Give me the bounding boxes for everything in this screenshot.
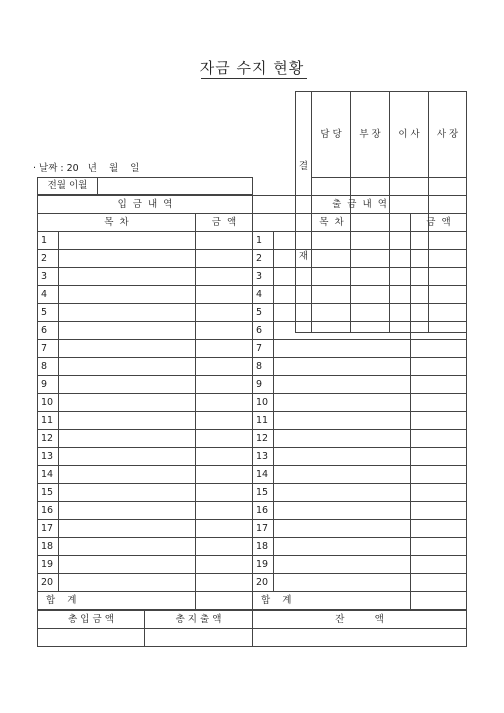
- expense-row-number: 3: [253, 268, 274, 286]
- approval-header-president: 사 장: [429, 92, 467, 178]
- balance-label: 잔 액: [253, 611, 467, 629]
- approval-side-top: 결: [298, 161, 309, 172]
- expense-amount-cell[interactable]: [411, 520, 467, 538]
- ledger-row: [38, 556, 467, 574]
- income-row-number: 18: [38, 538, 59, 556]
- income-row-number: 14: [38, 466, 59, 484]
- expense-row-number: 12: [253, 430, 274, 448]
- expense-amount-cell[interactable]: [411, 286, 467, 304]
- expense-item-cell[interactable]: [274, 376, 411, 394]
- expense-amount-cell[interactable]: [411, 250, 467, 268]
- total-income-value[interactable]: [38, 629, 145, 647]
- income-row-number: 2: [38, 250, 59, 268]
- income-row-number: 4: [38, 286, 59, 304]
- approval-side-bottom: 재: [298, 251, 309, 262]
- income-row-number: 8: [38, 358, 59, 376]
- income-item-cell[interactable]: [59, 232, 196, 250]
- expense-item-cell[interactable]: [274, 430, 411, 448]
- ledger-row: [38, 394, 467, 412]
- ledger-row: [38, 466, 467, 484]
- income-item-cell[interactable]: [59, 322, 196, 340]
- income-amount-cell[interactable]: [196, 430, 253, 448]
- expense-row-number: 15: [253, 484, 274, 502]
- ledger-row: [38, 430, 467, 448]
- totals-table: [37, 610, 467, 647]
- income-item-cell[interactable]: [59, 484, 196, 502]
- total-income-label: 총 입 금 액: [38, 611, 145, 629]
- expense-item-cell[interactable]: [274, 250, 411, 268]
- page-title: 자금 수지 현황: [199, 59, 305, 77]
- income-amount-cell[interactable]: [196, 574, 253, 592]
- income-row-number: 7: [38, 340, 59, 358]
- ledger-row: [38, 502, 467, 520]
- approval-header-manager: 담 당: [312, 92, 351, 178]
- expense-row-number: 19: [253, 556, 274, 574]
- income-row-number: 9: [38, 376, 59, 394]
- expense-item-cell[interactable]: [274, 448, 411, 466]
- expense-amount-cell[interactable]: [411, 502, 467, 520]
- income-row-number: 10: [38, 394, 59, 412]
- expense-row-number: 17: [253, 520, 274, 538]
- expense-item-cell[interactable]: [274, 394, 411, 412]
- expense-amount-cell[interactable]: [411, 574, 467, 592]
- expense-item-cell[interactable]: [274, 232, 411, 250]
- ledger-row: [38, 286, 467, 304]
- income-item-cell[interactable]: [59, 268, 196, 286]
- income-amount-cell[interactable]: [196, 304, 253, 322]
- expense-row-number: 4: [253, 286, 274, 304]
- income-item-cell[interactable]: [59, 250, 196, 268]
- ledger-row: [38, 484, 467, 502]
- expense-item-cell[interactable]: [274, 268, 411, 286]
- expense-row-number: 20: [253, 574, 274, 592]
- income-amount-cell[interactable]: [196, 466, 253, 484]
- income-sum-value[interactable]: [196, 592, 253, 610]
- expense-item-cell[interactable]: [274, 340, 411, 358]
- expense-item-cell[interactable]: [274, 556, 411, 574]
- ledger-row: [38, 376, 467, 394]
- income-row-number: 5: [38, 304, 59, 322]
- income-item-cell[interactable]: [59, 358, 196, 376]
- income-amount-cell[interactable]: [196, 358, 253, 376]
- expense-item-cell[interactable]: [274, 538, 411, 556]
- income-item-cell[interactable]: [59, 574, 196, 592]
- expense-row-number: 8: [253, 358, 274, 376]
- income-amount-cell[interactable]: [196, 394, 253, 412]
- income-amount-cell[interactable]: [196, 412, 253, 430]
- income-row-number: 3: [38, 268, 59, 286]
- expense-row-number: 1: [253, 232, 274, 250]
- expense-row-number: 6: [253, 322, 274, 340]
- expense-item-cell[interactable]: [274, 412, 411, 430]
- expense-row-number: 11: [253, 412, 274, 430]
- ledger-row: [38, 538, 467, 556]
- income-item-cell[interactable]: [59, 502, 196, 520]
- income-row-number: 6: [38, 322, 59, 340]
- income-amount-cell[interactable]: [196, 502, 253, 520]
- expense-item-cell[interactable]: [274, 484, 411, 502]
- expense-amount-cell[interactable]: [411, 322, 467, 340]
- ledger-row: [38, 358, 467, 376]
- income-item-cell[interactable]: [59, 430, 196, 448]
- expense-amount-cell[interactable]: [411, 484, 467, 502]
- expense-item-cell[interactable]: [274, 286, 411, 304]
- income-item-cell[interactable]: [59, 466, 196, 484]
- expense-amount-cell[interactable]: [411, 538, 467, 556]
- expense-section-header: 출 금 내 역: [253, 196, 467, 214]
- income-row-number: 19: [38, 556, 59, 574]
- expense-amount-cell[interactable]: [411, 394, 467, 412]
- expense-item-header: 목 차: [253, 214, 411, 232]
- expense-row-number: 18: [253, 538, 274, 556]
- total-expense-label: 총 지 출 액: [145, 611, 253, 629]
- ledger-row: [38, 574, 467, 592]
- income-item-cell[interactable]: [59, 394, 196, 412]
- prev-balance-label: 전월 이월: [38, 178, 98, 195]
- title-underline: [201, 78, 307, 79]
- income-amount-cell[interactable]: [196, 340, 253, 358]
- income-item-cell[interactable]: [59, 448, 196, 466]
- expense-item-cell[interactable]: [274, 322, 411, 340]
- expense-sum-value[interactable]: [411, 592, 467, 610]
- income-item-cell[interactable]: [59, 538, 196, 556]
- balance-value[interactable]: [253, 629, 467, 647]
- expense-amount-cell[interactable]: [411, 376, 467, 394]
- expense-item-cell[interactable]: [274, 520, 411, 538]
- expense-amount-cell[interactable]: [411, 430, 467, 448]
- income-section-header: 입 금 내 역: [38, 196, 253, 214]
- expense-amount-cell[interactable]: [411, 304, 467, 322]
- income-amount-cell[interactable]: [196, 322, 253, 340]
- prev-balance-table: [37, 177, 253, 195]
- income-amount-header: 금 액: [196, 214, 253, 232]
- expense-amount-cell[interactable]: [411, 466, 467, 484]
- ledger-row: [38, 304, 467, 322]
- expense-amount-cell[interactable]: [411, 412, 467, 430]
- expense-row-number: 9: [253, 376, 274, 394]
- expense-row-number: 5: [253, 304, 274, 322]
- income-row-number: 17: [38, 520, 59, 538]
- income-amount-cell[interactable]: [196, 448, 253, 466]
- expense-row-number: 13: [253, 448, 274, 466]
- income-item-cell[interactable]: [59, 520, 196, 538]
- ledger-row: [38, 520, 467, 538]
- expense-amount-cell[interactable]: [411, 268, 467, 286]
- income-row-number: 11: [38, 412, 59, 430]
- prev-balance-value[interactable]: [98, 178, 253, 195]
- expense-amount-cell[interactable]: [411, 232, 467, 250]
- ledger-row: [38, 340, 467, 358]
- expense-row-number: 2: [253, 250, 274, 268]
- expense-amount-header: 금 액: [411, 214, 467, 232]
- income-amount-cell[interactable]: [196, 268, 253, 286]
- total-expense-value[interactable]: [145, 629, 253, 647]
- income-amount-cell[interactable]: [196, 556, 253, 574]
- income-item-cell[interactable]: [59, 340, 196, 358]
- income-amount-cell[interactable]: [196, 520, 253, 538]
- expense-item-cell[interactable]: [274, 502, 411, 520]
- expense-sum-label: 합 계: [253, 592, 411, 610]
- expense-amount-cell[interactable]: [411, 358, 467, 376]
- expense-item-cell[interactable]: [274, 466, 411, 484]
- ledger-table: [37, 195, 467, 610]
- expense-amount-cell[interactable]: [411, 556, 467, 574]
- income-sum-label: 합 계: [38, 592, 196, 610]
- income-amount-cell[interactable]: [196, 538, 253, 556]
- income-row-number: 16: [38, 502, 59, 520]
- expense-amount-cell[interactable]: [411, 340, 467, 358]
- ledger-row: [38, 232, 467, 250]
- income-amount-cell[interactable]: [196, 250, 253, 268]
- date-line: · 날짜 : 20 년 월 일: [33, 163, 140, 174]
- income-amount-cell[interactable]: [196, 286, 253, 304]
- income-row-number: 12: [38, 430, 59, 448]
- ledger-row: [38, 250, 467, 268]
- expense-amount-cell[interactable]: [411, 448, 467, 466]
- ledger-row: [38, 322, 467, 340]
- ledger-row: [38, 268, 467, 286]
- expense-row-number: 7: [253, 340, 274, 358]
- ledger-row: [38, 412, 467, 430]
- expense-item-cell[interactable]: [274, 358, 411, 376]
- income-item-header: 목 차: [38, 214, 196, 232]
- approval-header-director: 이 사: [390, 92, 429, 178]
- income-item-cell[interactable]: [59, 376, 196, 394]
- ledger-row: [38, 448, 467, 466]
- approval-header-dept-head: 부 장: [351, 92, 390, 178]
- income-item-cell[interactable]: [59, 556, 196, 574]
- income-row-number: 13: [38, 448, 59, 466]
- income-row-number: 20: [38, 574, 59, 592]
- expense-item-cell[interactable]: [274, 574, 411, 592]
- income-item-cell[interactable]: [59, 286, 196, 304]
- expense-row-number: 14: [253, 466, 274, 484]
- income-row-number: 15: [38, 484, 59, 502]
- expense-row-number: 10: [253, 394, 274, 412]
- expense-item-cell[interactable]: [274, 304, 411, 322]
- income-row-number: 1: [38, 232, 59, 250]
- income-amount-cell[interactable]: [196, 232, 253, 250]
- expense-row-number: 16: [253, 502, 274, 520]
- income-amount-cell[interactable]: [196, 484, 253, 502]
- income-item-cell[interactable]: [59, 412, 196, 430]
- income-amount-cell[interactable]: [196, 376, 253, 394]
- income-item-cell[interactable]: [59, 304, 196, 322]
